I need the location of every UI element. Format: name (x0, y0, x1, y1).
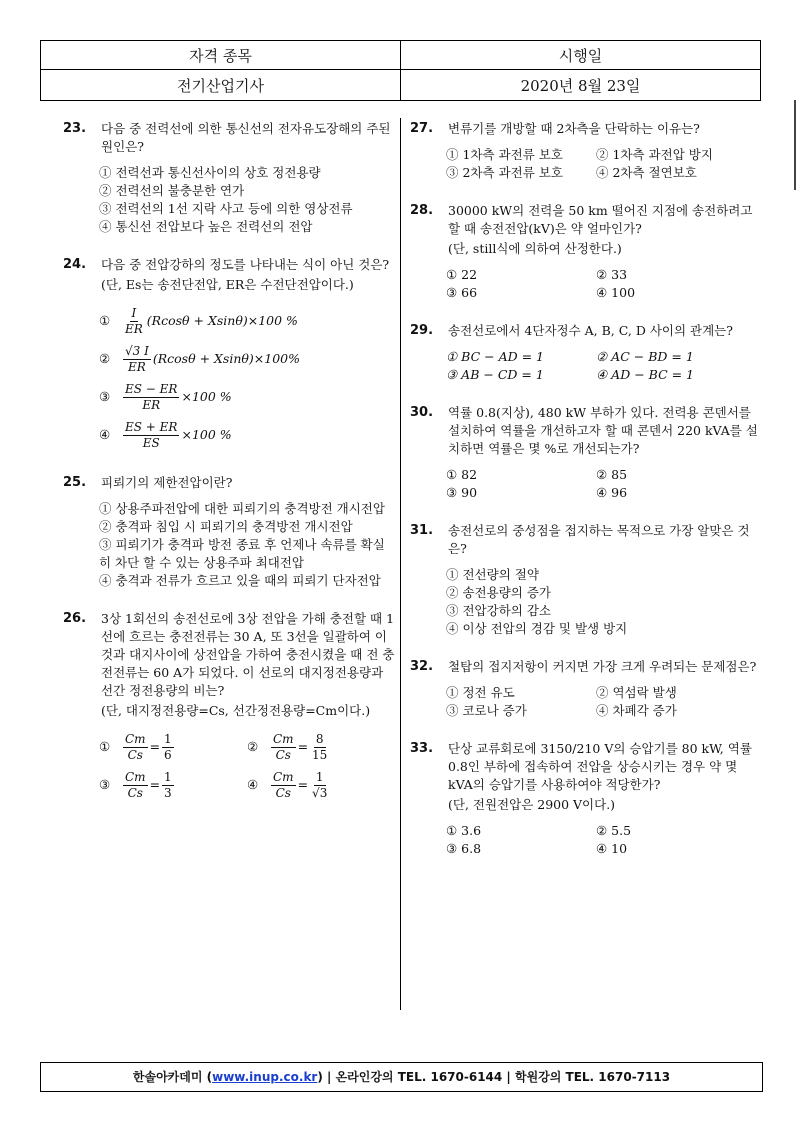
question-31 (410, 522, 764, 638)
footer-website-link[interactable]: www.inup.co.kr (212, 1070, 318, 1084)
option-2[interactable]: ② 역섬락 발생 (596, 685, 677, 700)
denominator: ES (142, 435, 160, 450)
header-date-value: 2020년 8월 23일 (401, 70, 761, 101)
option-4[interactable]: ④ 100 (596, 285, 636, 300)
right-column (410, 120, 764, 878)
ratio-fraction (123, 770, 148, 801)
option-marker: ② (99, 351, 111, 366)
value-fraction (310, 770, 329, 801)
option-1[interactable] (99, 728, 247, 766)
option-3[interactable] (99, 766, 247, 804)
question-30 (410, 404, 764, 502)
option-3[interactable]: ③ 2차측 과전류 보호 (446, 165, 563, 180)
left-column (63, 120, 395, 824)
question-24 (63, 256, 395, 454)
option-1[interactable]: ① 전력선과 통신선사이의 상호 정전용량 (99, 165, 321, 180)
option-2[interactable]: ② 5.5 (596, 823, 632, 838)
denominator: 3 (164, 785, 172, 800)
question-number: 29. (410, 323, 434, 338)
option-3[interactable]: ③ 전력선의 1선 지락 사고 등에 의한 영상전류 (99, 201, 353, 216)
denominator: 15 (312, 747, 328, 762)
question-33 (410, 740, 764, 858)
numerator: Cm (125, 731, 146, 746)
denominator: √3 (312, 785, 328, 800)
formula-rest: ×100 % (181, 389, 232, 404)
header-date-label: 시행일 (401, 41, 761, 70)
value-fraction (162, 770, 174, 801)
option-marker: ② (247, 739, 259, 754)
option-4[interactable] (99, 416, 395, 454)
question-text: 송전선로에서 4단자정수 A, B, C, D 사이의 관계는? (448, 323, 733, 338)
question-note: (단, Es는 송전단전압, ER은 수전단전압이다.) (101, 277, 354, 292)
option-marker: ④ (99, 427, 111, 442)
option-2[interactable]: ② 충격파 침입 시 피뢰기의 충격방전 개시전압 (99, 519, 353, 534)
equals-sign: = (149, 739, 161, 754)
question-number: 32. (410, 659, 434, 674)
option-4[interactable]: ④ 10 (596, 841, 628, 856)
value-fraction (310, 732, 329, 763)
question-text: 피뢰기의 제한전압이란? (101, 475, 233, 490)
question-text: 단상 교류회로에 3150/210 V의 승압기를 80 kW, 역률 0.8인 부하에 접속하여 전압을 상승시키는 경우 약 몇 kVA의 승압기를 사용하여야 적당한가? (448, 741, 752, 792)
option-3[interactable]: ③ 코로나 증가 (446, 703, 527, 718)
header-subject-value: 전기산업기사 (41, 70, 401, 101)
denominator: Cs (275, 785, 291, 800)
question-text: 다음 중 전압강하의 정도를 나타내는 식이 아닌 것은? (101, 257, 390, 272)
question-text: 다음 중 전력선에 의한 통신선의 전자유도장해의 주된 원인은? (101, 121, 391, 154)
denominator: ER (128, 359, 146, 374)
denominator: ER (142, 397, 161, 412)
option-1[interactable] (99, 302, 395, 340)
option-1[interactable]: ① 전선량의 절약 (446, 567, 539, 582)
question-text: 3상 1회선의 송전선로에 3상 전압을 가해 충전할 때 1선에 흐르는 충전전류는 30 A, 또 3선을 일괄하여 이것과 대지사이에 상전압을 가하여 충전시켰을 때 전 충전전류는 60 A가 되었다. 이 선로의 대지정전용량과 선간 정전용량의 비는? (101, 611, 395, 698)
option-4[interactable]: ④ 통신선 전압보다 높은 전력선의 전압 (99, 219, 313, 234)
numerator: ES − ER (125, 381, 178, 396)
question-32 (410, 658, 764, 720)
option-2[interactable]: ② 33 (596, 267, 628, 282)
numerator: ES + ER (125, 419, 178, 434)
denominator: Cs (127, 785, 143, 800)
ratio-fraction (123, 732, 148, 763)
denominator: ER (125, 321, 143, 336)
question-note: (단, 전원전압은 2900 V이다.) (448, 797, 616, 812)
ratio-fraction (271, 732, 296, 763)
numerator: 8 (315, 731, 324, 746)
numerator: Cm (125, 769, 146, 784)
fraction (123, 344, 151, 375)
question-note: (단, 대지정전용량=Cs, 선간정전용량=Cm이다.) (101, 703, 371, 718)
fraction (123, 306, 145, 337)
numerator: Cm (273, 731, 294, 746)
question-26 (63, 610, 395, 804)
ratio-fraction (271, 770, 296, 801)
question-number: 27. (410, 121, 434, 136)
option-marker: ① (99, 739, 111, 754)
question-number: 33. (410, 741, 434, 756)
option-3[interactable]: ③ 90 (446, 485, 478, 500)
option-4[interactable]: ④ 96 (596, 485, 628, 500)
option-3[interactable]: ③ AB − CD = 1 (446, 367, 544, 382)
denominator: 6 (164, 747, 172, 762)
question-text: 30000 kW의 전력을 50 km 떨어진 지점에 송전하려고 할 때 송전전압(kV)은 약 얼마인가? (448, 203, 753, 236)
option-3[interactable]: ③ 피뢰기가 충격파 방전 종료 후 언제나 속류를 확실히 차단 할 수 있는 상용주파 최대전압 (99, 537, 385, 570)
option-marker: ③ (99, 389, 111, 404)
option-3[interactable]: ③ 6.8 (446, 841, 482, 856)
option-1[interactable]: ① 22 (446, 267, 478, 282)
question-text: 역률 0.8(지상), 480 kW 부하가 있다. 전력용 콘덴서를 설치하여 역률을 개선하고자 할 때 콘덴서 220 kVA를 설치하면 역률은 몇 %로 개선되는가? (448, 405, 758, 456)
numerator: 1 (315, 769, 324, 784)
option-1[interactable]: ① 82 (446, 467, 478, 482)
question-text: 변류기를 개방할 때 2차측을 단락하는 이유는? (448, 121, 700, 136)
denominator: Cs (127, 747, 143, 762)
equals-sign: = (297, 739, 309, 754)
question-number: 30. (410, 405, 434, 420)
question-27 (410, 120, 764, 182)
option-4[interactable] (247, 766, 395, 804)
numerator: 1 (164, 769, 172, 784)
option-2[interactable] (99, 340, 395, 378)
option-3[interactable] (99, 378, 395, 416)
option-marker: ① (99, 313, 111, 328)
question-25 (63, 474, 395, 590)
fraction (123, 382, 179, 413)
page-edge-mark (794, 100, 796, 190)
question-number: 26. (63, 611, 87, 626)
question-text: 철탑의 접지저항이 커지면 가장 크게 우려되는 문제점은? (448, 659, 757, 674)
question-number: 23. (63, 121, 87, 136)
option-1[interactable]: ① 정전 유도 (446, 685, 515, 700)
option-2[interactable]: ② 85 (596, 467, 628, 482)
numerator: 1 (164, 731, 172, 746)
option-4[interactable]: ④ 충격과 전류가 흐르고 있을 때의 피뢰기 단자전압 (99, 573, 381, 588)
option-2[interactable]: ② 1차측 과전압 방지 (596, 147, 713, 162)
option-marker: ④ (247, 777, 259, 792)
numerator: √3 I (125, 343, 149, 358)
option-1[interactable]: ① 상용주파전압에 대한 피뢰기의 충격방전 개시전압 (99, 501, 385, 516)
question-28 (410, 202, 764, 302)
question-number: 24. (63, 257, 87, 272)
footer-bar (40, 1062, 763, 1092)
numerator: Cm (273, 769, 294, 784)
option-3[interactable]: ③ 66 (446, 285, 478, 300)
question-29 (410, 322, 764, 384)
column-divider (400, 118, 401, 1010)
option-4[interactable]: ④ AD − BC = 1 (596, 367, 695, 382)
option-2[interactable] (247, 728, 395, 766)
question-23 (63, 120, 395, 236)
formula-rest: (Rcosθ + Xsinθ)×100% (152, 351, 300, 366)
option-1[interactable]: ① BC − AD = 1 (446, 349, 545, 364)
equals-sign: = (149, 777, 161, 792)
footer-brand: 한솔아카데미 ( (132, 1070, 213, 1084)
option-marker: ③ (99, 777, 111, 792)
header-subject-label: 자격 종목 (41, 41, 401, 70)
numerator: I (131, 305, 137, 320)
question-note: (단, still식에 의하여 산정한다.) (448, 241, 622, 256)
formula-rest: ×100 % (181, 427, 232, 442)
value-fraction (162, 732, 174, 763)
equals-sign: = (297, 777, 309, 792)
header-table (40, 40, 761, 101)
option-2[interactable]: ② 전력선의 불충분한 연가 (99, 183, 245, 198)
denominator: Cs (275, 747, 291, 762)
footer-contact: ) | 온라인강의 TEL. 1670-6144 | 학원강의 TEL. 1670-7113 (317, 1070, 671, 1084)
option-4[interactable]: ④ 차폐각 증가 (596, 703, 677, 718)
formula-rest: (Rcosθ + Xsinθ)×100 % (146, 313, 298, 328)
option-2[interactable]: ② 송전용량의 증가 (446, 585, 551, 600)
fraction (123, 420, 179, 451)
question-number: 25. (63, 475, 87, 490)
option-4[interactable]: ④ 2차측 절연보호 (596, 165, 697, 180)
option-1[interactable]: ① 1차측 과전류 보호 (446, 147, 563, 162)
option-2[interactable]: ② AC − BD = 1 (596, 349, 694, 364)
option-3[interactable]: ③ 전압강하의 감소 (446, 603, 551, 618)
option-4[interactable]: ④ 이상 전압의 경감 및 발생 방지 (446, 621, 628, 636)
question-number: 31. (410, 523, 434, 538)
option-1[interactable]: ① 3.6 (446, 823, 482, 838)
question-text: 송전선로의 중성점을 접지하는 목적으로 가장 알맞은 것은? (448, 523, 750, 556)
question-number: 28. (410, 203, 434, 218)
